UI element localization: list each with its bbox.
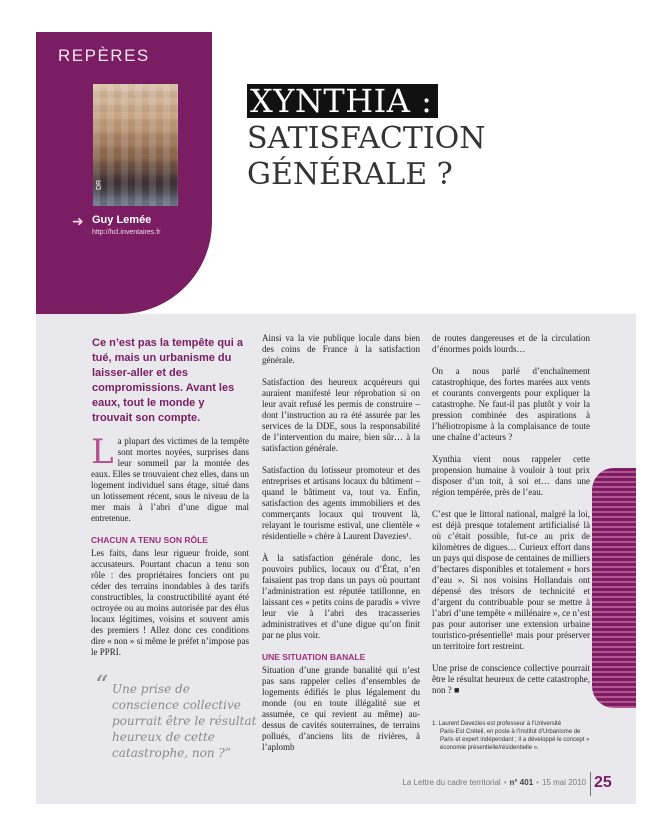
decorative-stripes bbox=[592, 468, 636, 708]
pull-quote: Une prise de conscience collective pourrait être le résultat heureux de cette catastrophe, non ?” bbox=[112, 682, 257, 760]
col3-paragraph-3: Xynthia vient nous rappeler cette propension humaine à vouloir à tout prix disposer d’un toit, à soi et… dans une région tempérée, près de l’eau. bbox=[432, 454, 590, 497]
headline-line-3: GÉNÉRALE ? bbox=[247, 157, 453, 192]
column-2 bbox=[262, 333, 420, 764]
page-number: 25 bbox=[594, 774, 612, 791]
col3-paragraph-1: de routes dangereuses et de la circulation d’énormes poids lourds… bbox=[432, 333, 590, 354]
quote-open-mark: “ bbox=[95, 671, 109, 701]
col3-paragraph-4: C’est que le littoral national, malgré la loi, est déjà presque totalement artificialisé là où c’était possible, fut-ce au prix de kilomètres de digues… Curieux effort dans un pays qui dispose de centaines de milliers d’hectares disponibles et totalement « hors d’eau ». Si nos voisins Hollandais ont dépensé des trésors de technicité et d’argent du contribuable pour se mettre à l’abri d’une tempête « millénaire », ce n’est pas pour autoriser une extension urbaine touristico-présentielle¹ mais pour préserver un territoire fort restreint. bbox=[432, 509, 590, 651]
col3-paragraph-2: On a nous parlé d’enchaînement catastrophique, des fortes marées aux vents et courants convergents pour expliquer la catastrophe. Ne faut-il pas plutôt y voir la pression combinée des aspirations à l’héliotropisme à la complaisance de toute une chaîne d’acteurs ? bbox=[432, 366, 590, 442]
column-1 bbox=[91, 432, 249, 669]
drop-cap: L bbox=[91, 432, 114, 472]
col2-paragraph-1: Ainsi va la vie publique locale dans bien des coins de France à la satisfaction générale. bbox=[262, 333, 420, 365]
author-photo bbox=[93, 84, 178, 206]
page-footer: La Lettre du cadre territorial • n° 401 • 15 mai 2010 bbox=[402, 778, 586, 787]
page-number-rule bbox=[590, 772, 591, 796]
col1-paragraph-2: Les faits, dans leur rigueur froide, sont accusateurs. Pourtant chacun a tenu son rôle : des propriétaires fonciers ont pu céder des terrains inondables à des tarifs constructibles, la constructibilité ayant été octroyée ou au moins autorisée par des élus locaux légitimes, voisins et souvent amis des premiers ! Allez donc ces conditions dire « non » si même le préfet n’impose pas le PPRI. bbox=[91, 548, 249, 657]
col1-p1-text: a plupart des victimes de la tempête sont mortes noyées, surprises dans leur sommeil par la montée des eaux. Elles se trouvaient chez elles, dans un logement individuel sans étage, situé dans un lotissement récent, sous le niveau de la mer mais à l’abri d’une digue mal entretenue. bbox=[91, 436, 249, 523]
photo-credit: DR bbox=[96, 179, 103, 190]
lead-paragraph: Ce n’est pas la tempête qui a tué, mais un urbanisme du laisser-aller et des compromissions. Avant les eaux, tout le monde y trouvait son compte. bbox=[92, 337, 243, 424]
section-label: REPÈRES bbox=[58, 46, 150, 65]
headline-line-2: SATISFACTION bbox=[247, 121, 486, 156]
footnote-line-2: Paris-Est Créteil, en poste à l’Institut d’Urbanisme de Paris et expert indépendant ; il a développé le concept « économie présentielle/résidentielle ». bbox=[440, 729, 590, 751]
arrow-right-icon: ➜ bbox=[72, 214, 84, 230]
footer-issue: n° 401 bbox=[509, 778, 534, 787]
author-url[interactable]: http://hcl.inventaires.fr bbox=[92, 229, 161, 236]
column-3 bbox=[432, 333, 590, 707]
footnote bbox=[432, 720, 590, 752]
author-name: Guy Lemée bbox=[92, 214, 152, 226]
footnote-line-1: 1. Laurent Davezies est professeur à l’Université bbox=[432, 721, 562, 727]
footer-publication: La Lettre du cadre territorial bbox=[402, 778, 501, 787]
col3-paragraph-5: Une prise de conscience collective pourrait être le résultat heureux de cette catastrophe, non ? ■ bbox=[432, 663, 590, 695]
subhead-chacun: CHACUN A TENU SON RÔLE bbox=[91, 535, 208, 545]
col2-paragraph-3: Satisfaction du lotisseur promoteur et des entreprises et artisans locaux du bâtiment – quand le bâtiment va, tout va. Enfin, satisfaction des agents immobiliers et des commerçants locaux qui trouvent là, relayant le tourisme estival, une clientèle « résidentielle » chère à Laurent Davezies¹. bbox=[262, 465, 420, 541]
footer-date: 15 mai 2010 bbox=[541, 778, 586, 787]
col1-paragraph-1 bbox=[91, 432, 249, 524]
col2-paragraph-5: Situation d’une grande banalité qui n’est pas sans rappeler celles d’ensembles de logements édifiés le plus légalement du monde (ou en toute illégalité sue et assumée, ce qui revient au même) au-dessus de cavités souterraines, de terrains pollués, d’anciens lits de rivières, à l’aplomb bbox=[262, 665, 420, 752]
headline-line-1: XYNTHIA : bbox=[247, 84, 438, 118]
col2-paragraph-4: À la satisfaction générale donc, les pouvoirs publics, locaux ou d’État, n’en faisaient pas trop dans un pays où pourtant l’administration est réputée tatillonne, en laissant ces « petits coins de paradis » vivre leur vie à l’abri des tracasseries administratives et d’une digue qu’on finit par ne plus voir. bbox=[262, 553, 420, 640]
subhead-situation: UNE SITUATION BANALE bbox=[262, 652, 366, 662]
photo-pixelation bbox=[93, 84, 178, 206]
col2-paragraph-2: Satisfaction des heureux acquéreurs qui auraient manifesté leur réprobation si on leur avait refusé les permis de construire – dont l’instruction au ra été assurée par les services de la DDE, sous la responsabilité de l’intervention du maire, bien sûr… à la satisfaction générale. bbox=[262, 377, 420, 453]
